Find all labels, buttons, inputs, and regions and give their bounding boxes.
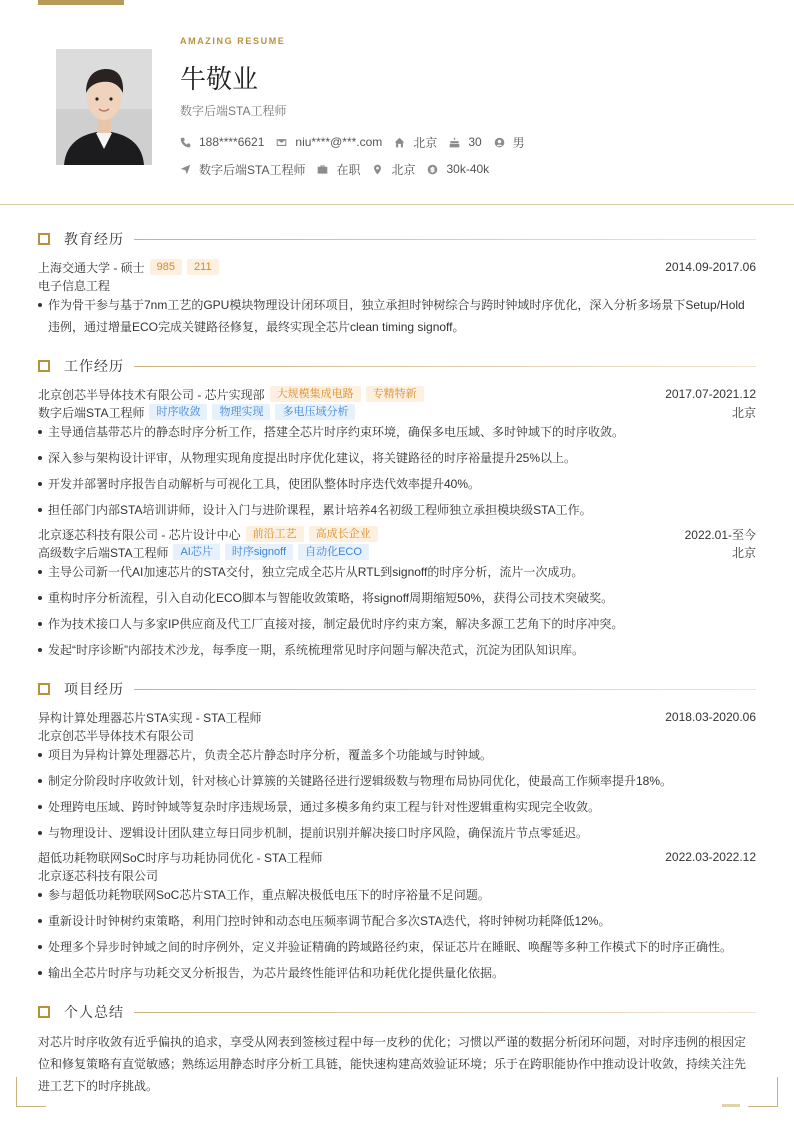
company-name: 北京创芯半导体技术有限公司 - 芯片实现部 [38, 387, 265, 402]
home-icon [394, 137, 405, 148]
target-position-value: 数字后端STA工程师 [199, 162, 306, 177]
section-divider [134, 366, 756, 367]
home-value: 北京 [413, 135, 438, 150]
list-item: 作为技术接口人与多家IP供应商及代工厂直接对接，制定最优时序约束方案，解决多源工艺角下的时序冲突。 [38, 613, 756, 635]
contact-row [180, 134, 537, 150]
skill-tag: AI芯片 [173, 544, 219, 560]
brand-label: AMAZING RESUME [180, 36, 286, 46]
role-name: 数字后端STA工程师 [38, 405, 145, 420]
project-title: 超低功耗物联网SoC时序与功耗协同优化 - STA工程师 [38, 850, 323, 865]
work-bullets [38, 561, 756, 661]
project-date: 2018.03-2020.06 [665, 710, 756, 724]
school-tag: 985 [150, 259, 182, 275]
skill-tag: 时序signoff [225, 544, 293, 560]
list-item: 参与超低功耗物联网SoC芯片STA工作，重点解决极低电压下的时序裕量不足问题。 [38, 884, 756, 906]
role-name: 高级数字后端STA工程师 [38, 545, 169, 560]
work-header-row [38, 385, 756, 403]
briefcase-icon [317, 164, 328, 175]
list-item: 处理多个异步时钟域之间的时序例外，定义并验证精确的跨域路径约束，保证芯片在睡眠、唤醒等多种工作模式下的时序正确性。 [38, 936, 756, 958]
list-item: 主导通信基带芯片的静态时序分析工作，搭建全芯片时序约束环境，确保多电压域、多时钟域下的时序收敛。 [38, 421, 756, 443]
education-major-row [38, 276, 756, 294]
section-divider [134, 1012, 756, 1013]
list-item: 重新设计时钟树约束策略，利用门控时钟和动态电压频率调节配合多次STA迭代，将时钟树功耗降低12%。 [38, 910, 756, 932]
target-position-info [180, 161, 305, 178]
list-item: 开发并部署时序报告自动解析与可视化工具，使团队整体时序迭代效率提升40%。 [38, 473, 756, 495]
list-item: 发起“时序诊断”内部技术沙龙，每季度一期，系统梳理常见时序问题与解决范式，沉淀为团队知识库。 [38, 639, 756, 661]
work-role-row [38, 543, 756, 561]
status-info [317, 161, 360, 178]
section-marker-icon [38, 360, 50, 372]
email-value: niu****@***.com [295, 135, 383, 149]
company-name: 北京逐芯科技有限公司 - 芯片设计中心 [38, 527, 241, 542]
project-title: 异构计算处理器芯片STA实现 - STA工程师 [38, 710, 262, 725]
section-projects [38, 681, 756, 697]
profile-photo [56, 49, 152, 165]
project-bullets [38, 884, 756, 984]
work-entry [38, 525, 756, 665]
list-item: 重构时序分析流程，引入自动化ECO脚本与智能收敛策略，将signoff周期缩短50%，获得公司技术突破奖。 [38, 587, 756, 609]
school-tag: 211 [187, 259, 219, 275]
location-value: 北京 [391, 162, 416, 177]
work-role-row [38, 403, 756, 421]
location-pin-icon [372, 164, 383, 175]
age-info [449, 135, 481, 149]
section-title: 教育经历 [64, 231, 124, 247]
section-summary [38, 1004, 756, 1020]
page-indicator [722, 1104, 740, 1107]
education-entry [38, 258, 756, 342]
project-company-row [38, 866, 756, 884]
list-item: 与物理设计、逻辑设计团队建立每日同步机制，提前识别并解决接口时序风险，确保流片节点零延迟。 [38, 822, 756, 844]
phone-value: 188****6621 [199, 135, 265, 149]
section-title: 个人总结 [64, 1004, 124, 1020]
work-bullets [38, 421, 756, 521]
list-item: 输出全芯片时序与功耗交叉分析报告，为芯片最终性能评估和功耗优化提供量化依据。 [38, 962, 756, 984]
section-work [38, 358, 756, 374]
education-header-row [38, 258, 756, 276]
send-icon [180, 164, 191, 175]
education-date: 2014.09-2017.06 [665, 260, 756, 274]
phone-info [180, 135, 264, 149]
age-value: 30 [468, 135, 482, 149]
list-item: 制定分阶段时序收敛计划，针对核心计算簇的关键路径进行逻辑级数与物理布局协同优化，使最高工作频率提升18%。 [38, 770, 756, 792]
summary-text: 对芯片时序收敛有近乎偏执的追求，享受从网表到签核过程中每一皮秒的优化；习惯以严谨的数据分析闭环问题，对时序违例的根因定位和修复策略有直觉敏感；熟练运用静态时序分析工具链，能快速构建高效验证环境；乐于在跨职能协作中推动设计收敛，持续关注先进工艺下的时序挑战。 [38, 1035, 747, 1093]
work-entry [38, 385, 756, 525]
email-info [276, 135, 382, 149]
skill-tag: 多电压域分析 [275, 404, 355, 420]
work-date: 2017.07-2021.12 [665, 387, 756, 401]
status-value: 在职 [336, 162, 361, 177]
list-item: 处理跨电压域、跨时钟域等复杂时序违规场景，通过多模多角约束工程与针对性逻辑重构实现完全收敛。 [38, 796, 756, 818]
skill-tag: 物理实现 [212, 404, 270, 420]
major-name: 电子信息工程 [38, 278, 111, 293]
project-company: 北京创芯半导体技术有限公司 [38, 728, 195, 743]
corner-ornament [748, 1077, 778, 1107]
project-company-row [38, 726, 756, 744]
candidate-name: 牛敬业 [180, 65, 259, 95]
work-city: 北京 [731, 545, 756, 560]
section-education [38, 231, 756, 247]
list-item: 项目为异构计算处理器芯片，负责全芯片静态时序分析，覆盖多个功能域与时钟域。 [38, 744, 756, 766]
project-date: 2022.03-2022.12 [665, 850, 756, 864]
company-tag: 前沿工艺 [246, 526, 304, 542]
job-intent-row [180, 161, 501, 177]
user-circle-icon [494, 137, 505, 148]
gender-value: 男 [512, 135, 525, 150]
salary-info [427, 162, 489, 176]
section-title: 项目经历 [64, 681, 124, 697]
company-tag: 高成长企业 [309, 526, 378, 542]
project-company: 北京逐芯科技有限公司 [38, 868, 159, 883]
company-tag: 大规模集成电路 [270, 386, 361, 402]
section-marker-icon [38, 1006, 50, 1018]
company-tag: 专精特新 [366, 386, 424, 402]
work-city: 北京 [731, 405, 756, 420]
education-bullets [38, 294, 756, 338]
section-marker-icon [38, 683, 50, 695]
skill-tag: 时序收敛 [149, 404, 207, 420]
section-title: 工作经历 [64, 358, 124, 374]
project-entry [38, 848, 756, 988]
work-date: 2022.01-至今 [684, 527, 756, 542]
project-header-row [38, 848, 756, 866]
project-bullets [38, 744, 756, 844]
candidate-title: 数字后端STA工程师 [180, 104, 287, 118]
corner-ornament [16, 1077, 46, 1107]
list-item: 担任部门内部STA培训讲师，设计入门与进阶课程，累计培养4名初级工程师独立承担模块级STA工作。 [38, 499, 756, 521]
project-header-row [38, 708, 756, 726]
salary-value: 30k-40k [446, 162, 490, 176]
mail-icon [276, 137, 287, 148]
home-info [394, 134, 437, 151]
section-divider [134, 689, 756, 690]
project-entry [38, 708, 756, 848]
list-item: 作为骨干参与基于7nm工艺的GPU模块物理设计闭环项目，独立承担时钟树综合与跨时钟域时序优化，深入分析多场景下Setup/Hold违例，通过增量ECO完成关键路径修复，最终实现全芯片clean timing signoff。 [38, 294, 756, 338]
money-icon [427, 164, 438, 175]
avatar-illustration-icon [56, 49, 152, 165]
school-name: 上海交通大学 - 硕士 [38, 260, 145, 275]
phone-icon [180, 137, 191, 148]
section-marker-icon [38, 233, 50, 245]
skill-tag: 自动化ECO [298, 544, 369, 560]
gender-info [494, 134, 525, 151]
section-divider [134, 239, 756, 240]
location-info [372, 161, 415, 178]
list-item: 主导公司新一代AI加速芯片的STA交付，独立完成全芯片从RTL到signoff的时序分析，流片一次成功。 [38, 561, 756, 583]
work-header-row [38, 525, 756, 543]
list-item: 深入参与架构设计评审，从物理实现角度提出时序优化建议，将关键路径的时序裕量提升25%以上。 [38, 447, 756, 469]
cake-icon [449, 137, 460, 148]
resume-header [0, 0, 794, 205]
